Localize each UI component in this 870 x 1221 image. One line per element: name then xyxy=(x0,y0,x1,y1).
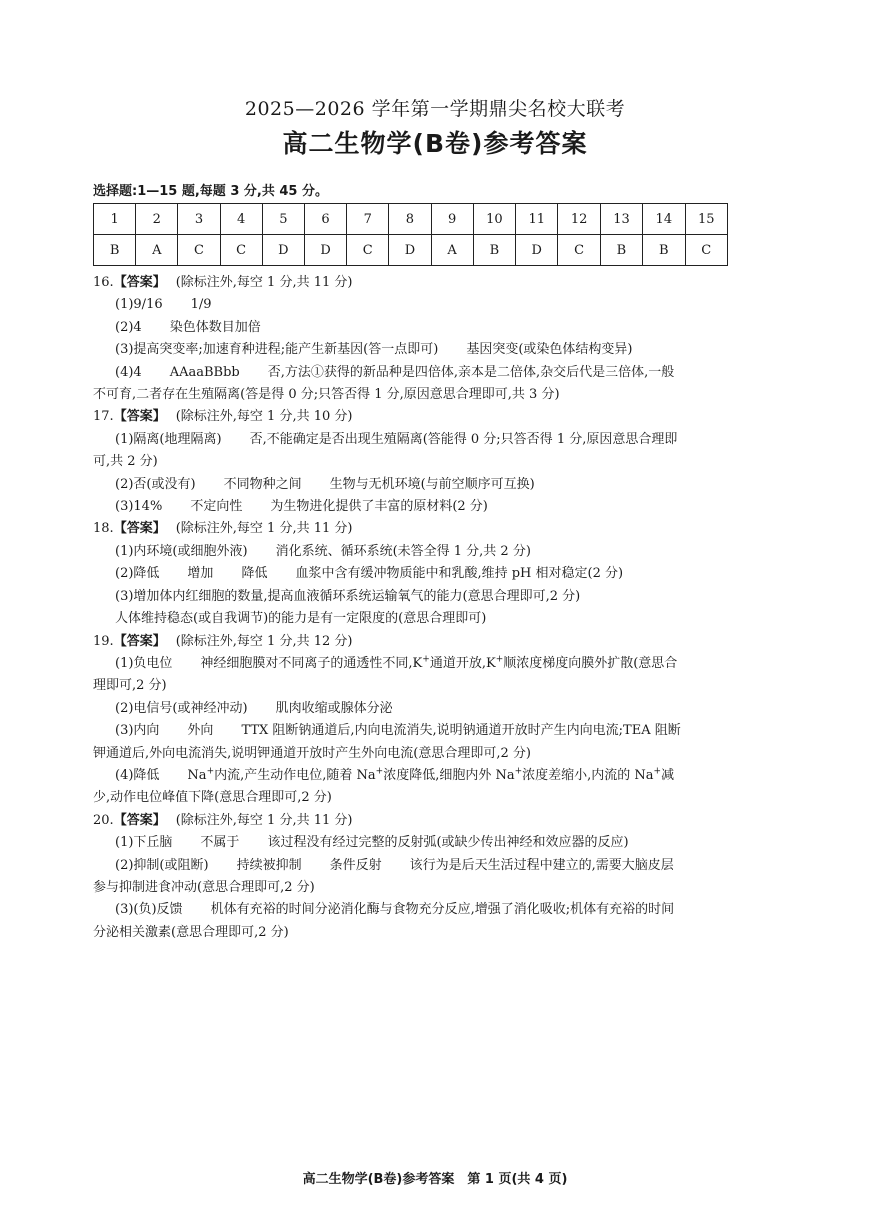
question-number: 16. xyxy=(93,275,114,290)
q19-part-3-continued: 钾通道后,外向电流消失,说明钾通道开放时产生外向电流(意思合理即可,2 分) xyxy=(93,745,531,761)
answer-tag: 【答案】 xyxy=(113,275,166,290)
answer-cell: D xyxy=(389,235,431,266)
answer-cell: C xyxy=(347,235,389,266)
scoring-note: (除标注外,每空 1 分,共 11 分) xyxy=(175,812,353,828)
scoring-note: (除标注外,每空 1 分,共 12 分) xyxy=(175,633,353,649)
page-footer: 高二生物学(B卷)参考答案 第 1 页(共 4 页) xyxy=(302,1172,568,1187)
answer-tag: 【答案】 xyxy=(113,409,166,425)
q18-part-3-second-blank: 人体维持稳态(或自我调节)的能力是有一定限度的(意思合理即可) xyxy=(115,611,487,627)
exam-title: 2025—2026 学年第一学期鼎尖名校大联考 xyxy=(244,98,626,120)
q18-part-1: (1)内环境(或细胞外液) 消化系统、循环系统(未答全得 1 分,共 2 分) xyxy=(115,543,531,559)
question-20-header xyxy=(93,810,783,832)
question-number-cell: 2 xyxy=(136,204,178,235)
answer-cell: B xyxy=(643,235,685,266)
scoring-note: (除标注外,每空 1 分,共 11 分) xyxy=(175,275,353,290)
document-title: 高二生物学(B卷)参考答案 xyxy=(282,129,588,158)
multiple-choice-intro: 选择题:1—15 题,每题 3 分,共 45 分。 xyxy=(93,184,328,199)
q16-part-4: (4)4 AAaaBBbb 否,方法①获得的新品种是四倍体,亲本是二倍体,杂交后代是三倍体,一般 xyxy=(115,364,675,380)
q17-part-1: (1)隔离(地理隔离) 否,不能确定是否出现生殖隔离(答能得 0 分;只答否得 1 分,原因意思合理即 xyxy=(115,431,678,447)
question-16-header xyxy=(93,272,783,294)
question-number: 19. xyxy=(93,633,114,649)
q19-part-1: (1)负电位 神经细胞膜对不同离子的通透性不同,K+通道开放,K+顺浓度梯度向膜外扩散(意思合 xyxy=(115,654,678,671)
q17-part-2: (2)否(或没有) 不同物种之间 生物与无机环境(与前空顺序可互换) xyxy=(115,476,535,492)
answer-cell: A xyxy=(136,235,178,266)
question-number-cell: 8 xyxy=(389,204,431,235)
question-number-cell: 10 xyxy=(473,204,515,235)
question-number-cell: 12 xyxy=(558,204,600,235)
answer-content xyxy=(93,272,783,944)
answer-cell: B xyxy=(94,235,136,266)
question-number-cell: 6 xyxy=(304,204,346,235)
question-number-cell: 1 xyxy=(94,204,136,235)
question-number: 20. xyxy=(93,812,114,828)
answer-tag: 【答案】 xyxy=(113,633,166,649)
q18-part-2: (2)降低 增加 降低 血浆中含有缓冲物质能中和乳酸,维持 pH 相对稳定(2 分) xyxy=(115,566,624,582)
q19-part-1-continued: 理即可,2 分) xyxy=(93,678,167,694)
question-19-header xyxy=(93,631,783,653)
q16-part-1: (1)9/16 1/9 xyxy=(115,297,212,313)
q20-part-3: (3)(负)反馈 机体有充裕的时间分泌消化酶与食物充分反应,增强了消化吸收;机体有充裕的时间 xyxy=(115,902,675,918)
scoring-note: (除标注外,每空 1 分,共 11 分) xyxy=(175,521,353,537)
question-number: 18. xyxy=(93,521,114,537)
q20-part-2-continued: 参与抑制进食冲动(意思合理即可,2 分) xyxy=(93,879,315,895)
answer-cell: D xyxy=(304,235,346,266)
question-number-cell: 7 xyxy=(347,204,389,235)
q16-part-2: (2)4 染色体数目加倍 xyxy=(115,319,261,335)
scoring-note: (除标注外,每空 1 分,共 10 分) xyxy=(175,409,353,425)
question-number-cell: 3 xyxy=(178,204,220,235)
q16-part-4-continued: 不可育,二者存在生殖隔离(答是得 0 分;只答否得 1 分,原因意思合理即可,共 3 分) xyxy=(93,387,560,403)
q18-part-3: (3)增加体内红细胞的数量,提高血液循环系统运输氧气的能力(意思合理即可,2 分) xyxy=(115,588,581,604)
question-number-cell: 11 xyxy=(516,204,558,235)
answer-cell: C xyxy=(178,235,220,266)
q17-part-3: (3)14% 不定向性 为生物进化提供了丰富的原材料(2 分) xyxy=(115,499,488,515)
q16-part-3: (3)提高突变率;加速育种进程;能产生新基因(答一点即可) 基因突变(或染色体结构变异) xyxy=(115,342,633,358)
question-18-header xyxy=(93,518,783,540)
answer-cell: A xyxy=(431,235,473,266)
q20-part-3-continued: 分泌相关激素(意思合理即可,2 分) xyxy=(93,924,289,940)
question-number-cell: 4 xyxy=(220,204,262,235)
q19-part-3: (3)内向 外向 TTX 阻断钠通道后,内向电流消失,说明钠通道开放时产生内向电流;TEA 阻断 xyxy=(115,723,681,739)
answer-row xyxy=(94,235,728,266)
q19-part-2: (2)电信号(或神经冲动) 肌肉收缩或腺体分泌 xyxy=(115,700,393,716)
question-number-cell: 13 xyxy=(600,204,642,235)
multiple-choice-answer-table xyxy=(93,203,728,266)
question-number-cell: 9 xyxy=(431,204,473,235)
answer-cell: D xyxy=(262,235,304,266)
answer-cell: C xyxy=(558,235,600,266)
question-number-row xyxy=(94,204,728,235)
answer-tag: 【答案】 xyxy=(113,812,166,828)
answer-cell: B xyxy=(473,235,515,266)
q20-part-2: (2)抑制(或阻断) 持续被抑制 条件反射 该行为是后天生活过程中建立的,需要大脑皮层 xyxy=(115,857,674,873)
answer-cell: D xyxy=(516,235,558,266)
question-17-header xyxy=(93,406,783,428)
question-number-cell: 5 xyxy=(262,204,304,235)
question-number-cell: 15 xyxy=(685,204,728,235)
answer-cell: C xyxy=(685,235,728,266)
answer-cell: C xyxy=(220,235,262,266)
q19-part-4: (4)降低 Na+内流,产生动作电位,随着 Na+浓度降低,细胞内外 Na+浓度差缩小,内流的 Na+减 xyxy=(115,766,675,783)
question-number: 17. xyxy=(93,409,114,425)
answer-tag: 【答案】 xyxy=(113,521,166,537)
q19-part-4-continued: 少,动作电位峰值下降(意思合理即可,2 分) xyxy=(93,790,332,806)
q20-part-1: (1)下丘脑 不属于 该过程没有经过完整的反射弧(或缺少传出神经和效应器的反应) xyxy=(115,835,629,851)
question-number-cell: 14 xyxy=(643,204,685,235)
q17-part-1-continued: 可,共 2 分) xyxy=(93,454,158,470)
answer-cell: B xyxy=(600,235,642,266)
